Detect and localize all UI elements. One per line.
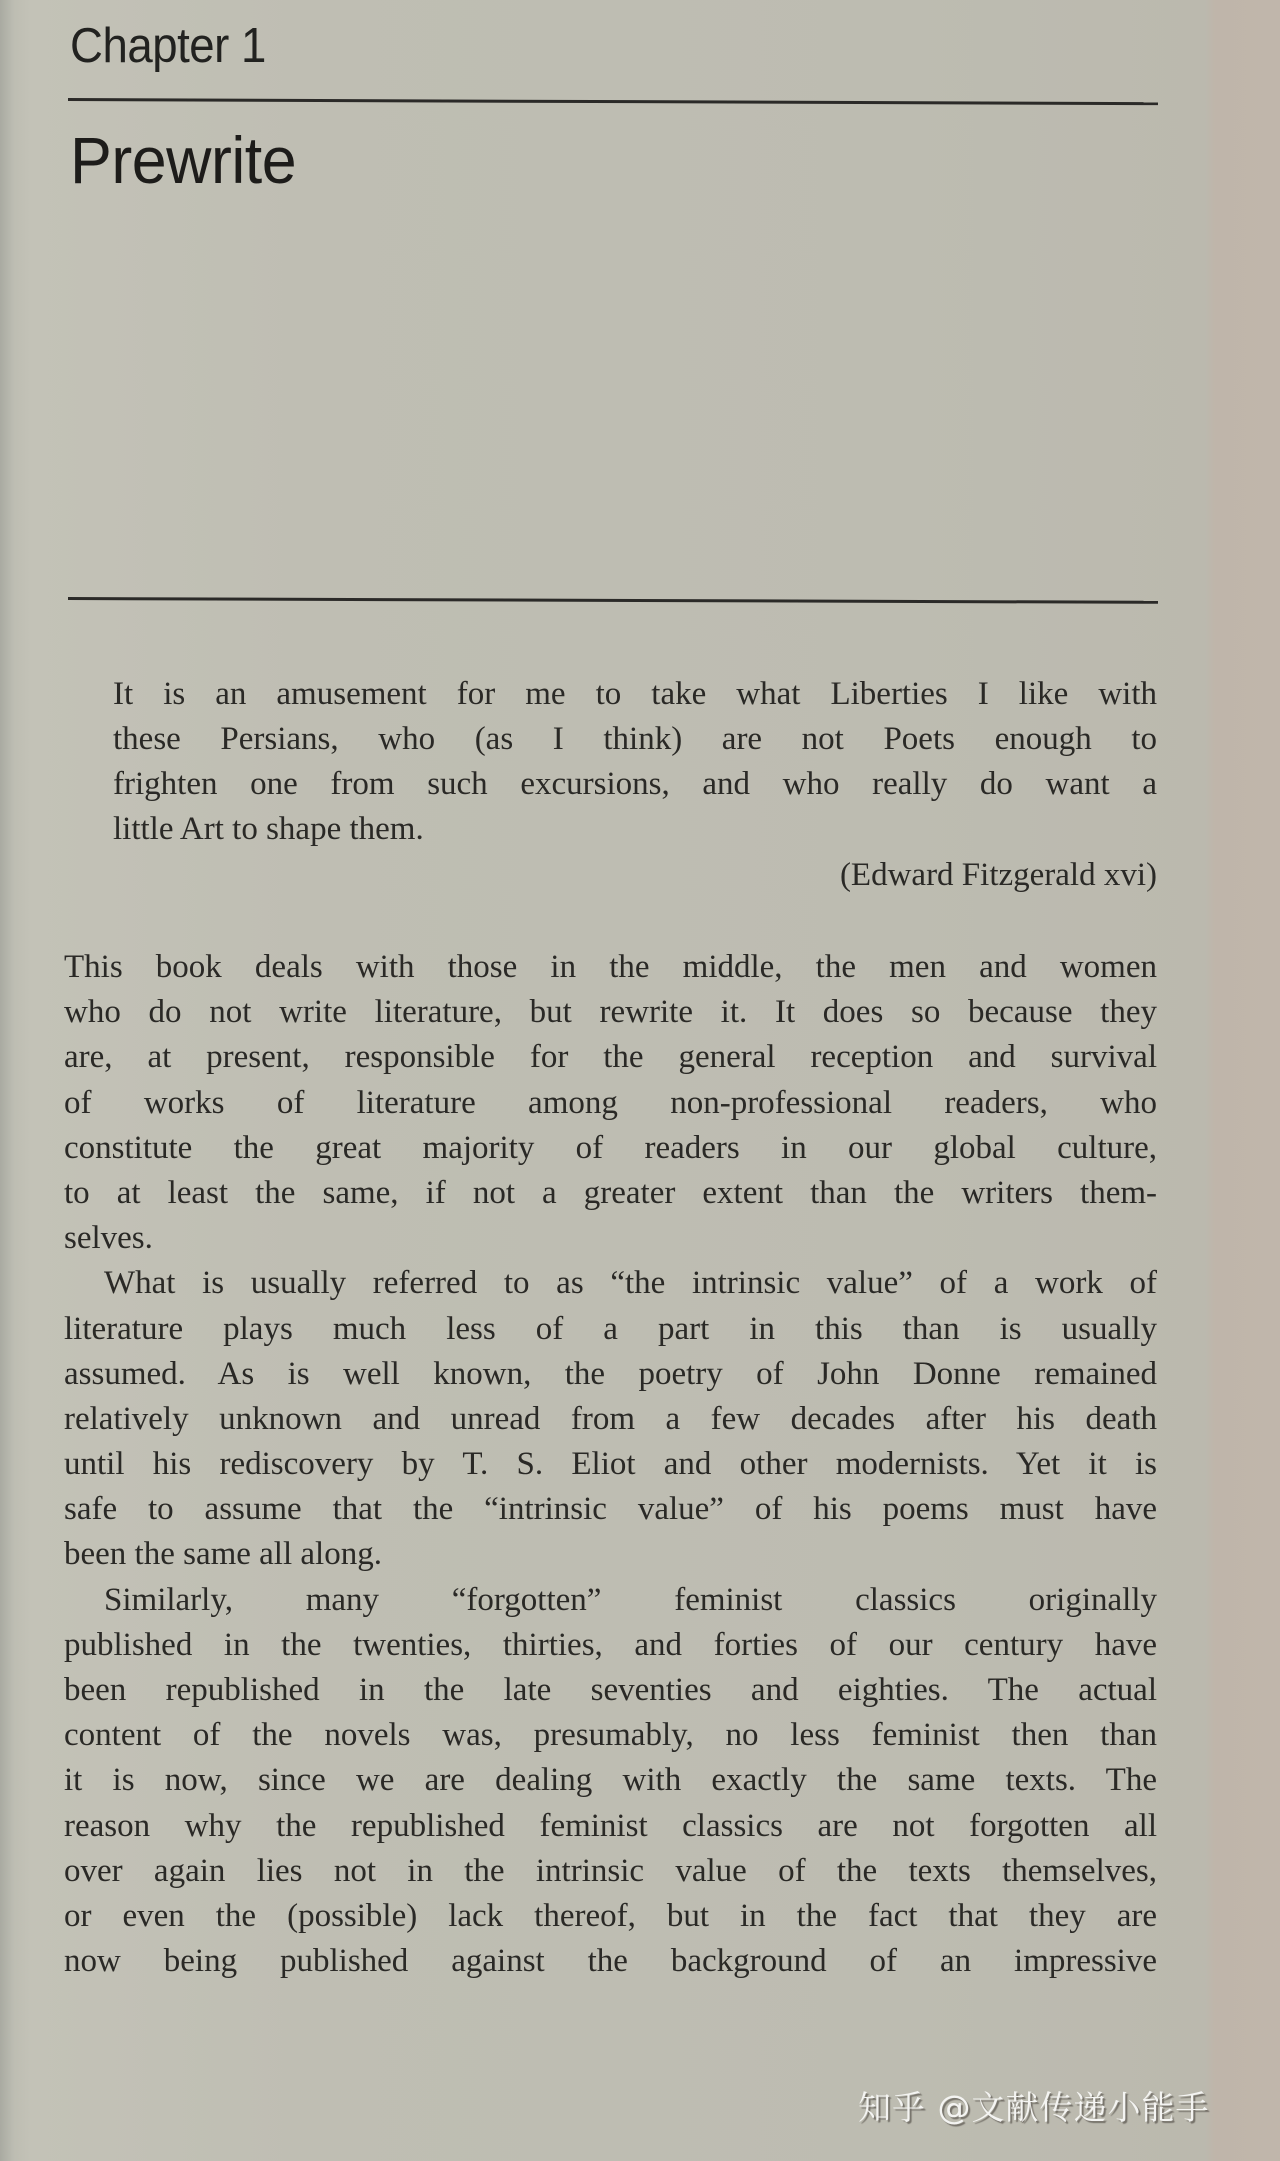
text-line: it is now, since we are dealing with exactly the same texts. The [64, 1762, 1157, 1799]
epigraph [113, 672, 1157, 898]
text-line: safe to assume that the “intrinsic value” of his poems must have [64, 1491, 1157, 1528]
epigraph-line: It is an amusement for me to take what Liberties I like with [113, 676, 1157, 712]
text-line: Similarly, many “forgotten” feminist classics originally [104, 1581, 1157, 1618]
text-line: What is usually referred to as “the intrinsic value” of a work of [104, 1265, 1157, 1302]
epigraph-attribution: (Edward Fitzgerald xvi) [839, 857, 1157, 893]
text-line: now being published against the background of an impressive [64, 1943, 1157, 1980]
text-line: published in the twenties, thirties, and forties of our century have [64, 1626, 1157, 1663]
text-line: constitute the great majority of readers in our global culture, [64, 1129, 1157, 1166]
chapter-title: Prewrite [70, 123, 297, 197]
paragraph-3 [64, 1578, 1157, 1985]
page-binding-edge [0, 0, 14, 2161]
epigraph-line: these Persians, who (as I think) are not Poets enough to [113, 721, 1157, 757]
epigraph-line: frighten one from such excursions, and who really do want a [113, 766, 1157, 802]
text-line: are, at present, responsible for the general reception and survival [64, 1039, 1157, 1076]
text-line: been the same all along. [64, 1536, 382, 1573]
text-line: until his rediscovery by T. S. Eliot and other modernists. Yet it is [64, 1446, 1157, 1483]
text-line: content of the novels was, presumably, no less feminist then than [64, 1717, 1157, 1754]
text-line: This book deals with those in the middle, the men and women [64, 949, 1157, 985]
text-line: relatively unknown and unread from a few decades after his death [64, 1400, 1157, 1437]
epigraph-line: little Art to shape them. [113, 811, 424, 847]
text-line: literature plays much less of a part in this than is usually [64, 1310, 1157, 1347]
text-line: reason why the republished feminist classics are not forgotten all [64, 1807, 1157, 1844]
section-rule-divider [68, 597, 1158, 604]
text-line: selves. [64, 1220, 153, 1257]
paragraph-1 [64, 945, 1157, 1261]
body-text [64, 945, 1157, 1984]
text-line: assumed. As is well known, the poetry of John Donne remained [64, 1355, 1157, 1392]
top-rule-divider [68, 98, 1158, 105]
text-line: to at least the same, if not a greater extent than the writers them- [64, 1174, 1157, 1211]
text-line: who do not write literature, but rewrite it. It does so because they [64, 994, 1157, 1031]
text-line: of works of literature among non-professional readers, who [64, 1084, 1157, 1121]
watermark: 知乎 @文献传递小能手 [858, 2088, 1210, 2127]
text-line: been republished in the late seventies and eighties. The actual [64, 1672, 1157, 1708]
chapter-label: Chapter 1 [70, 19, 266, 73]
text-line: over again lies not in the intrinsic value of the texts themselves, [64, 1852, 1157, 1889]
paragraph-2 [64, 1261, 1157, 1577]
text-line: or even the (possible) lack thereof, but in the fact that they are [64, 1897, 1157, 1934]
